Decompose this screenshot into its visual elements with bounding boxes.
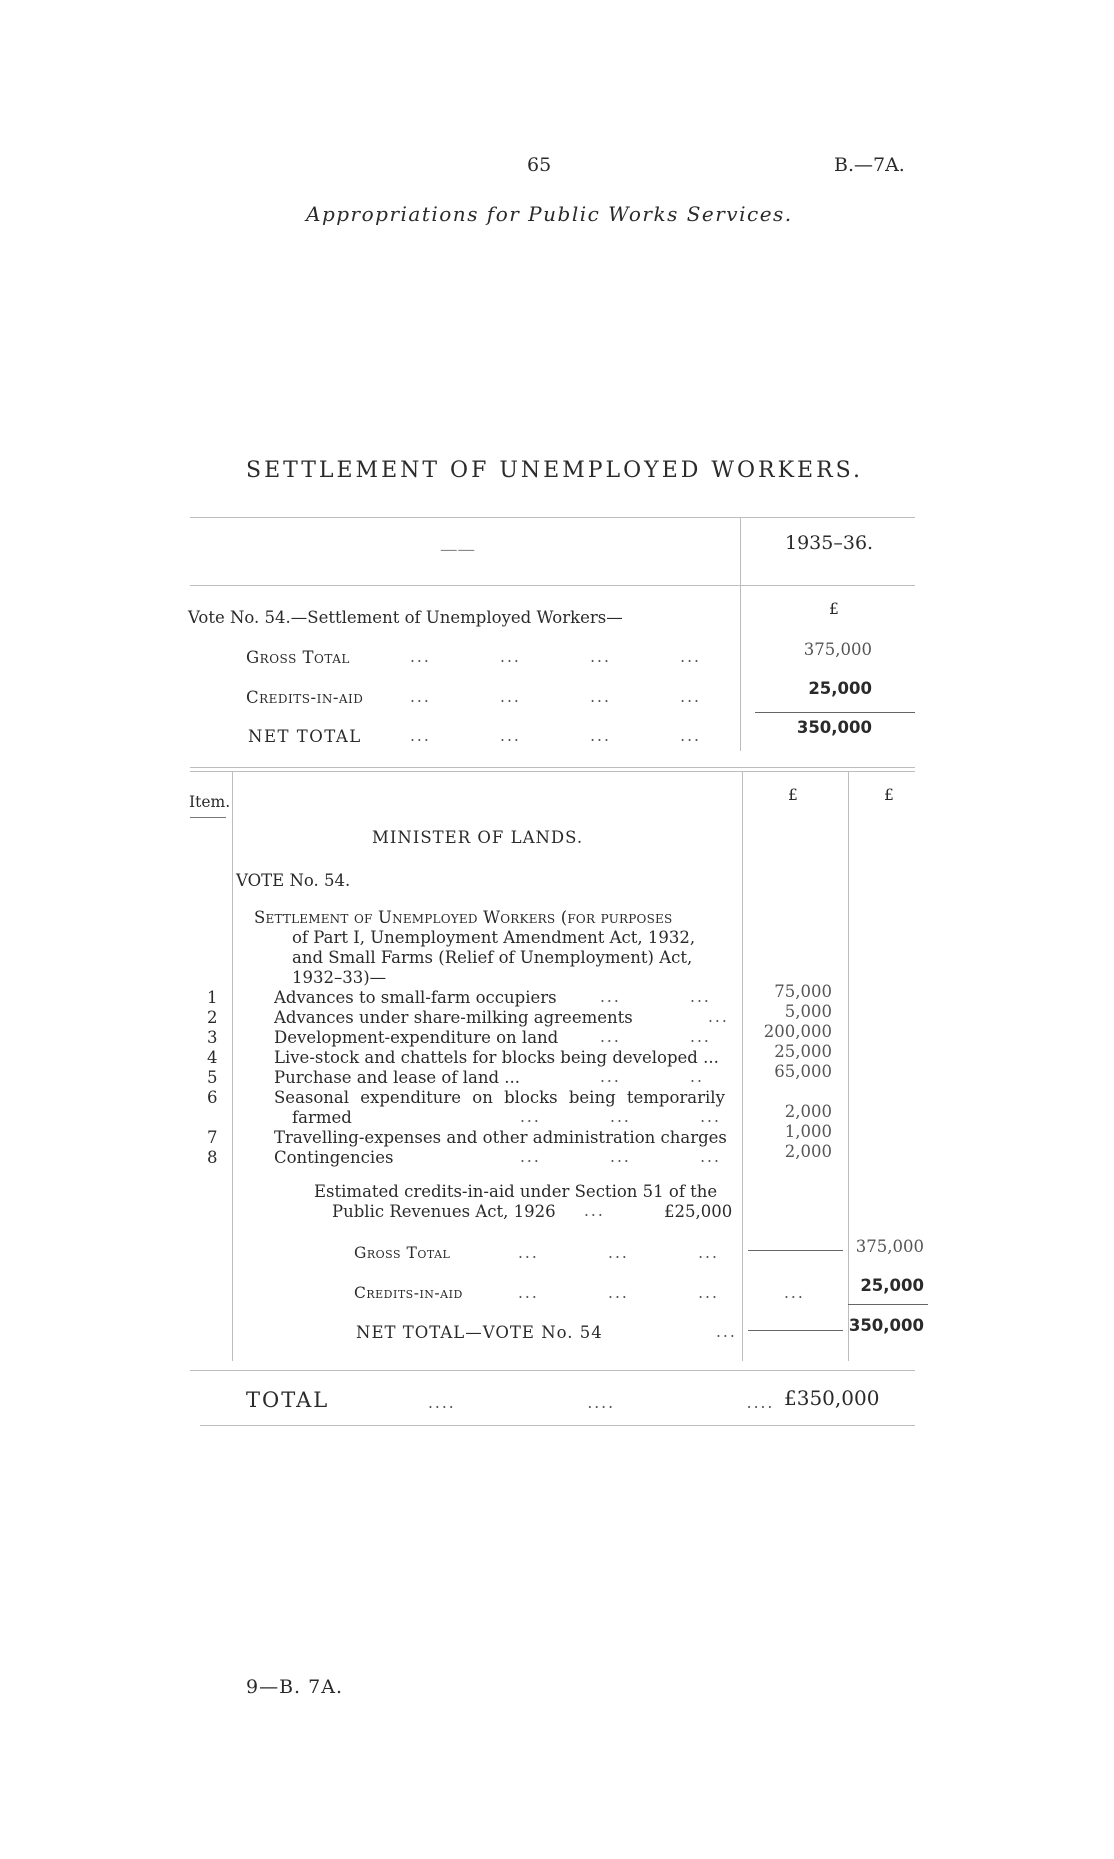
item-number: 2 xyxy=(207,1008,218,1027)
footer-sheet-reference: 9—B. 7A. xyxy=(246,1676,343,1698)
item-amount: 25,000 xyxy=(774,1042,832,1061)
vote-heading-line-2: of Part I, Unemployment Amendment Act, 1932, xyxy=(292,928,696,947)
vote-heading-line-3: and Small Farms (Relief of Unemployment) Act, xyxy=(292,948,693,967)
currency-col1-header: £ xyxy=(788,786,798,804)
item-amount: 2,000 xyxy=(784,1142,832,1161)
page-subtitle: Appropriations for Public Works Services. xyxy=(306,202,793,226)
leader-dots: ... ... ... xyxy=(520,1108,721,1126)
leader-dots: ... ... ... ... xyxy=(410,688,701,706)
item-number: 8 xyxy=(207,1148,218,1167)
vote-heading-line-1: Settlement of Unemployed Workers (for purposes xyxy=(254,908,673,927)
item-column-header: Item. xyxy=(189,793,231,811)
detail-credits-label: Credits-in-aid xyxy=(354,1284,463,1302)
leader-dots: ... ... ... xyxy=(518,1284,719,1302)
summary-gross-total-value: 375,000 xyxy=(803,640,872,659)
item-description: Development-expenditure on land xyxy=(274,1028,559,1047)
leader-dots: ... ... ... ... xyxy=(410,727,701,745)
item-amount: 200,000 xyxy=(763,1022,832,1041)
summary-credits-value: 25,000 xyxy=(808,679,872,698)
leader-dots: ... xyxy=(708,1008,729,1026)
item-description: Live-stock and chattels for blocks being developed ... xyxy=(274,1048,719,1067)
item-description: Advances under share-milking agreements xyxy=(274,1008,633,1027)
leader-dots: .... .... .... xyxy=(428,1394,775,1412)
credits-note-amount: £25,000 xyxy=(664,1202,733,1221)
leader-dots: ... ... ... xyxy=(518,1244,719,1262)
detail-credits-value: 25,000 xyxy=(860,1276,924,1295)
item-description: Purchase and lease of land ... xyxy=(274,1068,520,1087)
summary-net-total-value: 350,000 xyxy=(796,718,872,737)
item-description: Travelling-expenses and other administration charges xyxy=(274,1128,727,1147)
item-number: 1 xyxy=(207,988,218,1007)
grand-total-label: TOTAL xyxy=(246,1388,330,1412)
item-description: Seasonal expenditure on blocks being temporarily xyxy=(274,1088,725,1107)
item-number: 4 xyxy=(207,1048,218,1067)
item-number: 5 xyxy=(207,1068,218,1087)
item-number: 7 xyxy=(207,1128,218,1147)
item-description-continued: farmed xyxy=(292,1108,352,1127)
item-number: 6 xyxy=(207,1088,218,1107)
currency-col2-header: £ xyxy=(884,786,894,804)
detail-gross-total-value: 375,000 xyxy=(855,1237,924,1256)
item-amount: 1,000 xyxy=(784,1122,832,1141)
credits-note-line-2: Public Revenues Act, 1926 xyxy=(332,1202,556,1221)
leader-dots: ... xyxy=(716,1323,737,1341)
summary-year-header: 1935–36. xyxy=(785,532,874,554)
item-amount: 75,000 xyxy=(774,982,832,1001)
section-title: SETTLEMENT OF UNEMPLOYED WORKERS. xyxy=(246,458,863,483)
item-description: Advances to small-farm occupiers xyxy=(274,988,557,1007)
summary-net-total-label: NET TOTAL xyxy=(248,727,362,746)
leader-dots: ... xyxy=(784,1284,805,1302)
page-number: 65 xyxy=(527,154,552,176)
item-amount: 65,000 xyxy=(774,1062,832,1081)
leader-dots: ... ... xyxy=(600,988,711,1006)
summary-currency: £ xyxy=(829,600,839,618)
leader-dots: ... ... xyxy=(600,1028,711,1046)
leader-dots: ... .. xyxy=(600,1068,704,1086)
vote-heading-line-4: 1932–33)— xyxy=(292,968,387,987)
leader-dots: ... ... ... xyxy=(520,1148,721,1166)
document-reference: B.—7A. xyxy=(834,154,905,176)
detail-net-total-value: 350,000 xyxy=(848,1316,924,1335)
summary-dash: —— xyxy=(440,540,475,560)
item-description: Contingencies xyxy=(274,1148,394,1167)
leader-dots: ... xyxy=(584,1202,605,1220)
item-amount: 2,000 xyxy=(784,1102,832,1121)
summary-vote-line: Vote No. 54.—Settlement of Unemployed Workers— xyxy=(188,608,623,627)
detail-net-total-label: NET TOTAL—VOTE No. 54 xyxy=(356,1323,603,1342)
credits-note-line-1: Estimated credits-in-aid under Section 51 of the xyxy=(314,1182,718,1201)
item-number: 3 xyxy=(207,1028,218,1047)
minister-heading: MINISTER OF LANDS. xyxy=(372,828,584,847)
vote-label: VOTE No. 54. xyxy=(236,871,351,890)
item-amount: 5,000 xyxy=(784,1002,832,1021)
summary-gross-total-label: Gross Total xyxy=(246,648,350,667)
summary-credits-label: Credits-in-aid xyxy=(246,688,364,707)
leader-dots: ... ... ... ... xyxy=(410,648,701,666)
grand-total-value: £350,000 xyxy=(784,1386,880,1410)
detail-gross-total-label: Gross Total xyxy=(354,1244,451,1262)
